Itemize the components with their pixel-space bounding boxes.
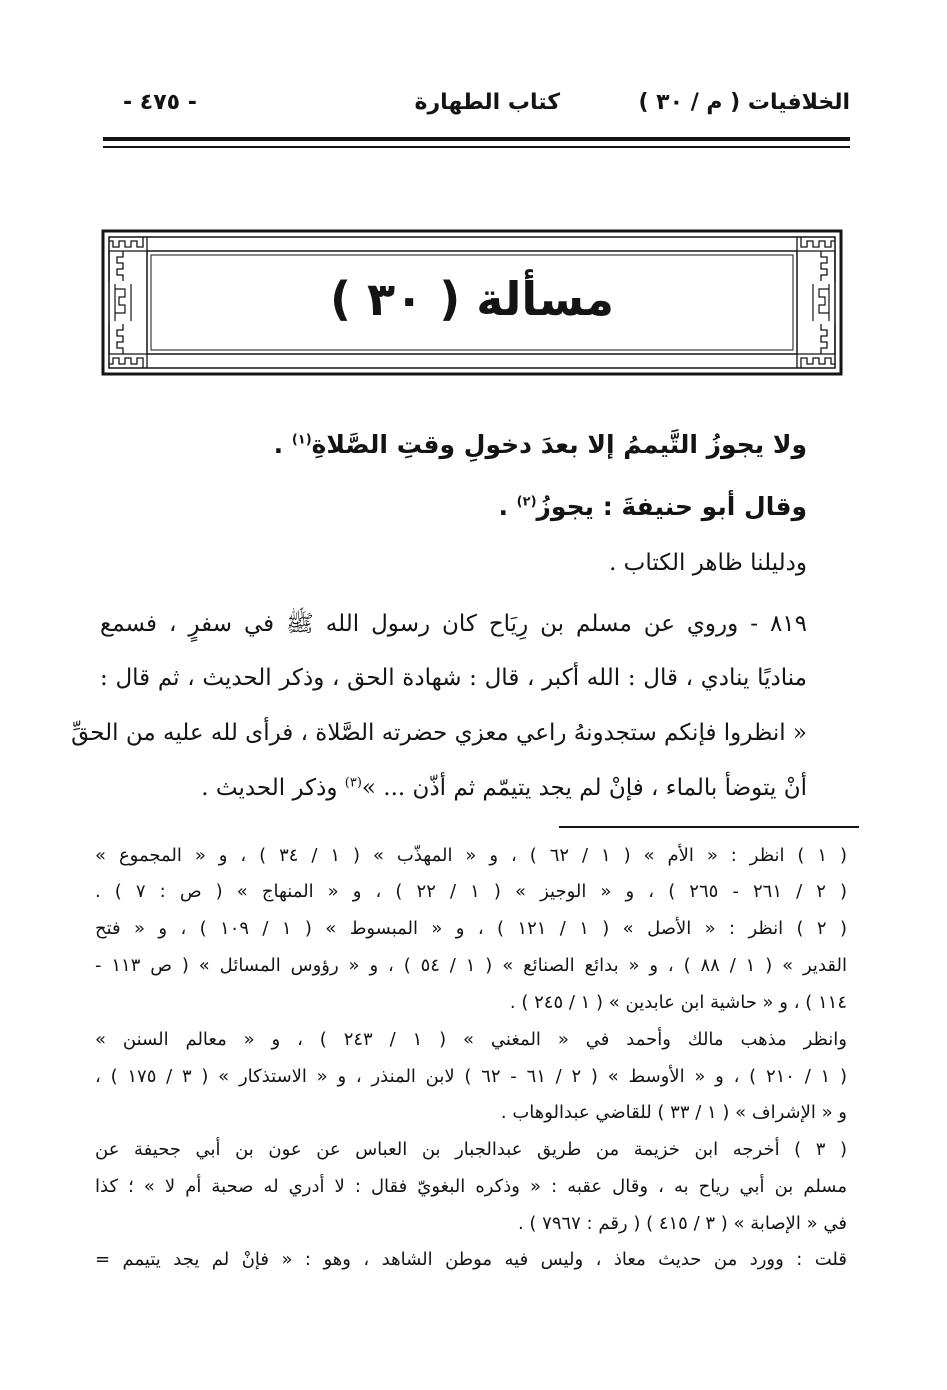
running-title: الخلافيات ( م / ٣٠ ) (638, 90, 850, 115)
footnote-ref-3: (٣) (344, 775, 362, 791)
footnote-line: ١١٤ ) ، و « حاشية ابن عابدين » ( ١ / ٢٤٥ ) . (509, 992, 847, 1013)
opposing-view-text: وقال أبو حنيفةَ : يجوزُ (536, 492, 807, 521)
hadith-line-3: « انظروا فإنكم ستجدونهُ راعي معزي حضرته الصَّلاة ، فرأى لله عليه من الحقِّ (71, 720, 807, 746)
hadith-line-4-end: وذكر الحديث . (201, 775, 345, 801)
header-rule-thin (103, 146, 850, 148)
title-frame (101, 229, 843, 376)
footnote-line: في « الإصابة » ( ٣ / ٤١٥ ) ( رقم : ٧٩٦٧ ) . (517, 1213, 847, 1234)
footnote-line: وانظر مذهب مالك وأحمد في « المغني » ( ١ / ٢٤٣ ) ، و « معالم السنن » (95, 1029, 847, 1050)
header-rule-thick (103, 137, 850, 141)
footnote-line: القدير » ( ١ / ٨٨ ) ، و « بدائع الصنائع » ( ١ / ٥٤ ) ، و « رؤوس المسائل » ( ص ١١٣ - (95, 955, 847, 976)
hadith-line-1: ٨١٩ - وروي عن مسلم بن رِيَاح كان رسول الله ﷺ في سفرٍ ، فسمع (100, 611, 807, 637)
evidence-line: ودليلنا ظاهر الكتاب . (609, 550, 807, 576)
hadith-line-4-text: أنْ يتوضأ بالماء ، فإنْ لم يجد يتيمّم ثم أذّن ... » (361, 775, 807, 801)
footnote-line: ( ٢ ) انظر : « الأصل » ( ١ / ١٢١ ) ، و « المبسوط » ( ١ / ١٠٩ ) ، و « فتح (95, 918, 847, 939)
opposing-view-line (498, 492, 807, 521)
footnote-ref-2: (٢) (516, 494, 537, 510)
footnote-line: ( ٣ ) أخرجه ابن خزيمة من طريق عبدالجبار بن العباس عن عون بن أبي جحيفة عن (95, 1139, 847, 1160)
ruling-end: . (273, 430, 292, 459)
ruling-line (274, 430, 807, 459)
footnote-line: ( ١ ) انظر : « الأم » ( ١ / ٦٢ ) ، و « المهذّب » ( ١ / ٣٤ ) ، و « المجموع » (95, 845, 847, 866)
opposing-view-end: . (498, 492, 517, 521)
footnote-line: ( ١ / ٢١٠ ) ، و « الأوسط » ( ٢ / ٦١ - ٦٢ ) لابن المنذر ، و « الاستذكار » ( ٣ / ١٧٥ ) ، (95, 1066, 847, 1087)
footnote-line: قلت : وورد من حديث معاذ ، وليس فيه موطن الشاهد ، وهو : « فإنْ لم يجد يتيمم = (95, 1249, 847, 1270)
running-header (103, 84, 850, 128)
footnote-line: مسلم بن أبي رياح به ، وقال عقبه : « وذكره البغويّ فقال : لا أدري له صحبة أم لا » ؛ كذا (95, 1176, 847, 1197)
page-number: - ٤٧٥ - (123, 90, 197, 115)
footnote-line: و « الإشراف » ( ١ / ٣٣ ) للقاضي عبدالوهاب . (500, 1102, 847, 1123)
footnote-line: ( ٢ / ٢٦١ - ٢٦٥ ) ، و « الوجيز » ( ١ / ٢٢ ) ، و « المنهاج » ( ص : ٧ ) . (95, 881, 848, 902)
book-title: كتاب الطهارة (414, 90, 560, 115)
chapter-title: مسألة ( ٣٠ ) (330, 272, 614, 326)
footnote-ref-1: (١) (291, 432, 312, 448)
hadith-line-2: مناديًا ينادي ، قال : الله أكبر ، قال : شهادة الحق ، وذكر الحديث ، ثم قال : (100, 665, 807, 691)
footnote-separator (559, 826, 859, 828)
hadith-line-4 (201, 775, 807, 801)
ruling-text: ولا يجوزُ التَّيممُ إلا بعدَ دخولِ وقتِ الصَّلاةِ (311, 430, 807, 459)
